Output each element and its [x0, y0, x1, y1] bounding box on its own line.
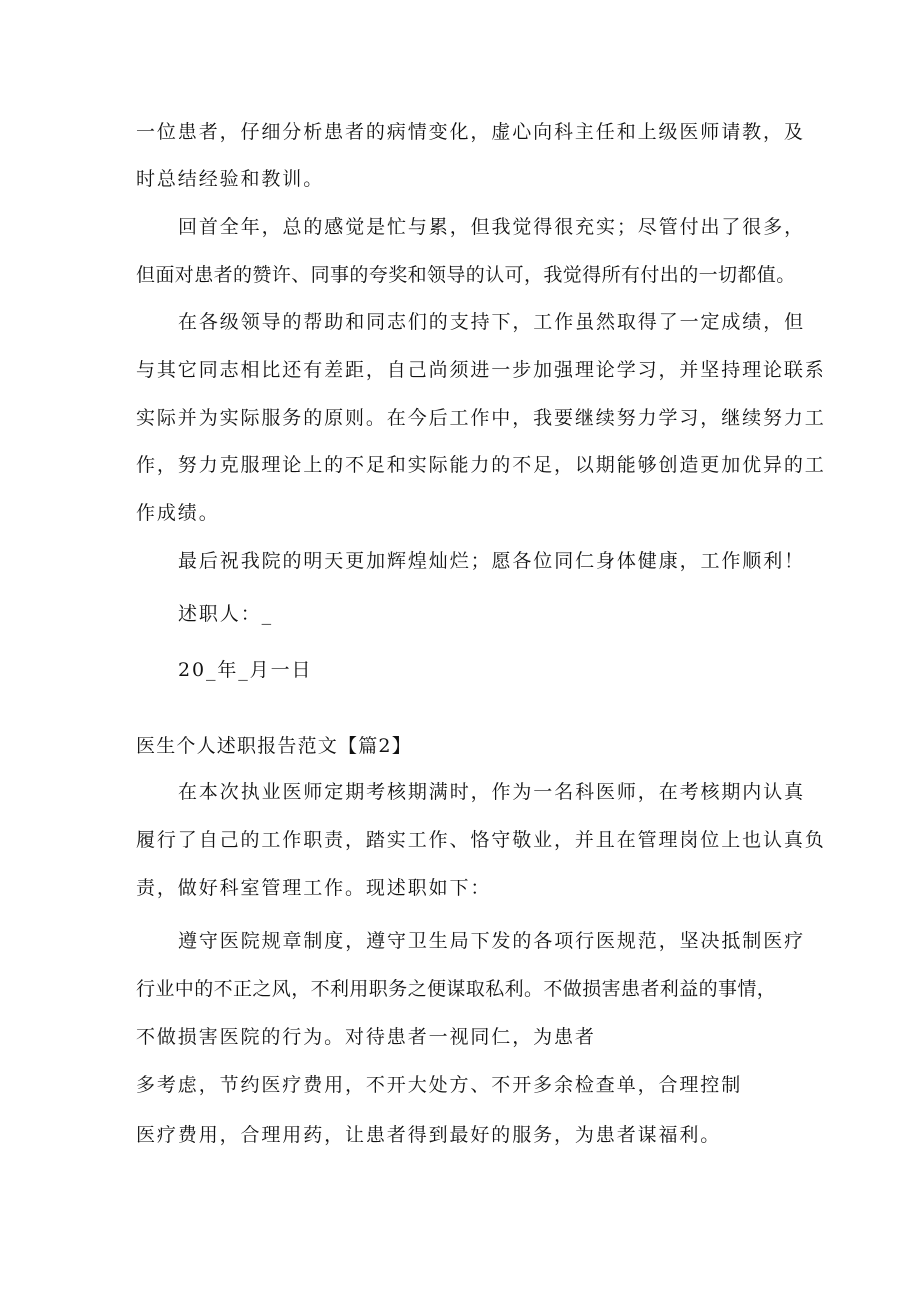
paragraph-line: 多考虑，节约医疗费用，不开大处方、不开多余检查单，合理控制 — [136, 1074, 743, 1096]
paragraph-line: 不做损害医院的行为。对待患者一视同仁，为患者 — [136, 1026, 596, 1048]
paragraph-line: 在各级领导的帮助和同志们的支持下，工作虽然取得了一定成绩，但 — [178, 311, 806, 333]
signature-label: 述职人：_ — [178, 603, 274, 625]
paragraph-line: 但面对患者的赞许、同事的夸奖和领导的认可，我觉得所有付出的一切都值。 — [136, 264, 796, 286]
paragraph-line: 在本次执业医师定期考核期满时，作为一名科医师，在考核期内认真 — [178, 781, 806, 803]
paragraph-line: 时总结经验和教训。 — [136, 168, 325, 190]
paragraph-line: 履行了自己的工作职责，踏实工作、恪守敬业，并且在管理岗位上也认真负 — [136, 829, 826, 851]
paragraph-line: 遵守医院规章制度，遵守卫生局下发的各项行医规范，坚决抵制医疗 — [178, 930, 806, 952]
paragraph-line: 行业中的不正之风，不利用职务之便谋取私利。不做损害患者利益的事情， — [136, 978, 777, 1000]
paragraph-line: 作成绩。 — [136, 502, 220, 524]
paragraph-line: 作，努力克服理论上的不足和实际能力的不足，以期能够创造更加优异的工 — [136, 454, 826, 476]
section-title: 医生个人述职报告范文【篇2】 — [136, 735, 412, 757]
paragraph-line: 医疗费用，合理用药，让患者得到最好的服务，为患者谋福利。 — [136, 1124, 722, 1146]
paragraph-line: 最后祝我院的明天更加辉煌灿烂；愿各位同仁身体健康，工作顺利！ — [178, 550, 806, 572]
paragraph-line: 责，做好科室管理工作。现述职如下： — [136, 877, 492, 899]
paragraph-line: 回首全年，总的感觉是忙与累，但我觉得很充实；尽管付出了很多， — [178, 216, 806, 238]
paragraph-line: 与其它同志相比还有差距，自己尚须进一步加强理论学习，并坚持理论联系 — [136, 359, 826, 381]
date-line: 20_年_月一日 — [178, 659, 313, 681]
paragraph-line: 一位患者，仔细分析患者的病情变化，虚心向科主任和上级医师请教，及 — [136, 121, 805, 143]
paragraph-line: 实际并为实际服务的原则。在今后工作中，我要继续努力学习，继续努力工 — [136, 407, 826, 429]
